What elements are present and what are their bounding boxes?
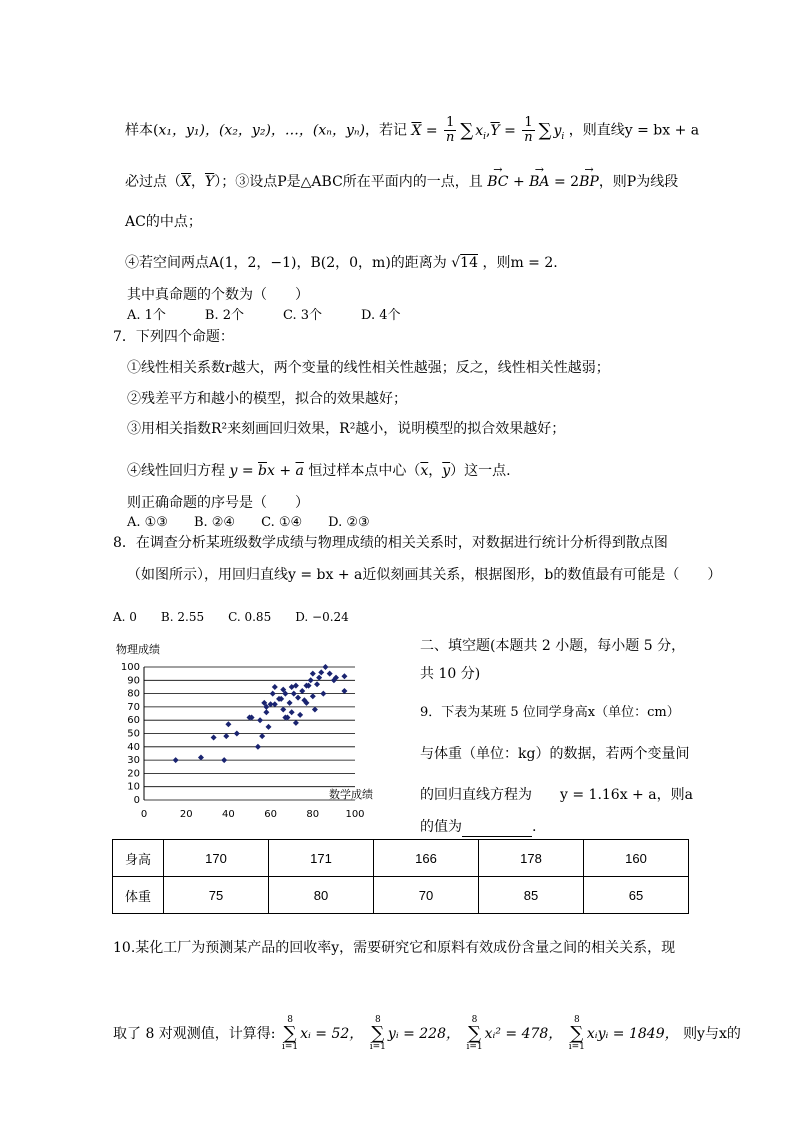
data-point (297, 712, 303, 718)
table-row (113, 840, 689, 877)
data-point (272, 684, 278, 690)
scatter-plot-svg (112, 637, 402, 832)
q7-item-2: ②残差平方和越小的模型，拟合的效果越好； (127, 391, 407, 407)
data-point (310, 693, 316, 699)
q8-options: A. 0 B. 2.55 C. 0.85 D. −0.24 (113, 610, 349, 624)
data-point (322, 664, 328, 670)
y-tick-label: 30 (127, 755, 140, 767)
q10-line1: 10.某化工厂为预测某产品的回收率y，需要研究它和原料有效成份含量之间的相关关系，现 (113, 940, 676, 956)
x-tick-label: 20 (179, 809, 193, 820)
q7-options: A. ①③ B. ②④ C. ①④ D. ②③ (127, 515, 370, 530)
data-point (318, 669, 324, 675)
data-point (341, 688, 347, 694)
sum-symbol: 8 ∑ i=1 (369, 1015, 386, 1052)
data-point (225, 721, 231, 727)
x-tick-label: 100 (345, 809, 365, 820)
y-tick-label: 40 (127, 741, 140, 753)
table-row (113, 877, 689, 914)
data-point (287, 700, 293, 706)
q9-line1: 9．下表为某班 5 位同学身高x（单位：cm） (420, 705, 680, 720)
data-point (341, 673, 347, 679)
q6-line2: 必过点（$\overline{X}$，$\overline{Y}$）；③设点P是△ABC所在平面内的一点，且 → BC + → BA = 2→ BP，则P为线段 (125, 172, 678, 192)
data-point (259, 733, 265, 739)
q7-item-4: ④线性回归方程 $y = \overline{b}x + \overline{a}$ 恒过样本点中心（$\overline{x}$，$\overline{y}$）这一点. (127, 463, 511, 479)
x-tick-label: 40 (222, 809, 235, 820)
q9-line3: 的回归直线方程为 y = 1.16x + a，则a (420, 787, 693, 803)
section2-heading: 二、填空题(本题共 2 小题，每小题 5 分， (420, 638, 686, 654)
data-point (173, 757, 179, 763)
data-point (198, 754, 204, 760)
section2-heading-cont: 共 10 分) (420, 666, 481, 682)
table-cell: 178 (479, 840, 584, 877)
data-point (299, 688, 305, 694)
data-point (314, 681, 320, 687)
scatter-chart (112, 637, 402, 832)
data-point (291, 691, 297, 697)
data-point (320, 691, 326, 697)
table-cell: 65 (584, 877, 689, 914)
y-tick-label: 90 (127, 675, 140, 687)
table-cell: 70 (374, 877, 479, 914)
data-point (310, 671, 316, 677)
q6-ask: 其中真命题的个数为（ ） (127, 287, 309, 303)
vector-equation: → BC + → BA = 2→ BP (487, 174, 599, 190)
x-tick-label: 80 (306, 809, 320, 820)
q6-options: A. 1个 B. 2个 C. 3个 D. 4个 (127, 308, 401, 323)
data-point (263, 709, 269, 715)
y-tick-label: 60 (127, 715, 140, 727)
table-cell: 85 (479, 877, 584, 914)
y-tick-label: 50 (127, 728, 140, 740)
y-tick-label: 20 (127, 768, 140, 780)
data-point (316, 675, 322, 681)
data-point (293, 720, 299, 726)
q7-ask: 则正确命题的序号是（ ） (127, 495, 309, 511)
answer-blank[interactable] (462, 822, 532, 837)
sum-symbol: 8 ∑ i=1 (281, 1015, 299, 1052)
x-tick-label: 0 (140, 809, 148, 820)
data-point (257, 717, 263, 723)
sqrt-14: √14 (451, 255, 478, 271)
y-axis-label: 物理成绩 (116, 643, 160, 656)
y-tick-label: 10 (127, 781, 140, 793)
table-cell: 160 (584, 840, 689, 877)
q7-title: 7．下列四个命题： (113, 329, 234, 345)
data-point (327, 671, 333, 677)
sum-symbol: 8 ∑ i=1 (466, 1015, 483, 1052)
q7-item-1: ①线性相关系数r越大，两个变量的线性相关性越强；反之，线性相关性越弱； (127, 360, 610, 376)
q8-line2: （如图所示），用回归直线y = bx + a近似刻画其关系，根据图形，b的数值最有可能是（ ） (127, 567, 722, 583)
y-tick-label: 80 (127, 688, 140, 700)
q8-line1: 8．在调查分析某班级数学成绩与物理成绩的相关关系时，对数据进行统计分析得到散点图 (113, 535, 668, 551)
data-point (295, 695, 301, 701)
x-bar-formula: $\overline{X}$ = $\frac{1}{n}$ ∑ $x_i,\overline{Y}$ = $\frac{1}{n}$ ∑ $y_i$ (411, 115, 565, 145)
x-axis-label: 数学成绩 (329, 788, 373, 801)
data-point (234, 731, 240, 737)
table-cell: 166 (374, 840, 479, 877)
y-tick-label: 0 (133, 795, 140, 806)
y-tick-label: 70 (127, 701, 140, 713)
table-cell: 80 (269, 877, 374, 914)
x-tick-label: 60 (264, 809, 277, 820)
data-point (272, 701, 278, 707)
data-point (270, 691, 276, 697)
table-cell: 171 (269, 840, 374, 877)
sum-symbol: 8 ∑ i=1 (568, 1015, 585, 1052)
table-cell: 75 (164, 877, 269, 914)
table-cell: 170 (164, 840, 269, 877)
q9-line2: 与体重（单位：kg）的数据，若两个变量间 (420, 746, 690, 762)
q9-line4: 的值为 . (420, 819, 537, 835)
q6-line4: ④若空间两点A(1，2，−1)，B(2，0，m)的距离为 √14 ，则m = 2. (125, 255, 558, 271)
data-point (280, 707, 286, 713)
q7-item-3: ③用相关指数R²来刻画回归效果，R²越小，说明模型的拟合效果越好； (127, 421, 566, 437)
data-point (312, 707, 318, 713)
row-label: 体重 (113, 877, 164, 914)
data-point (255, 744, 261, 750)
data-point (289, 709, 295, 715)
data-point (223, 733, 229, 739)
q10-line2: 取了 8 对观测值，计算得: 8 ∑ i=1xᵢ = 52， 8 ∑ i=1yᵢ = 228， 8 ∑ i=1xᵢ² = 478， 8 ∑ i=1xᵢyᵢ = 1849， 则y与x的 (113, 1015, 741, 1052)
y-tick-label: 100 (120, 662, 140, 673)
data-point (308, 677, 314, 683)
q6-line1: 样本(x₁，y₁)，(x₂，y₂)，…，(xₙ，yₙ)，若记 $\overline{X}$ = $\frac{1}{n}$ ∑ $x_i,\overline{Y}$ = $\frac{1}{n}$ ∑ $y_i$ ，则直线y = bx + a (125, 115, 700, 145)
data-point (265, 724, 271, 730)
height-weight-table (112, 839, 689, 914)
data-point (211, 734, 217, 740)
q6-line3: AC的中点； (125, 214, 202, 230)
row-label: 身高 (113, 840, 164, 877)
data-point (221, 757, 227, 763)
